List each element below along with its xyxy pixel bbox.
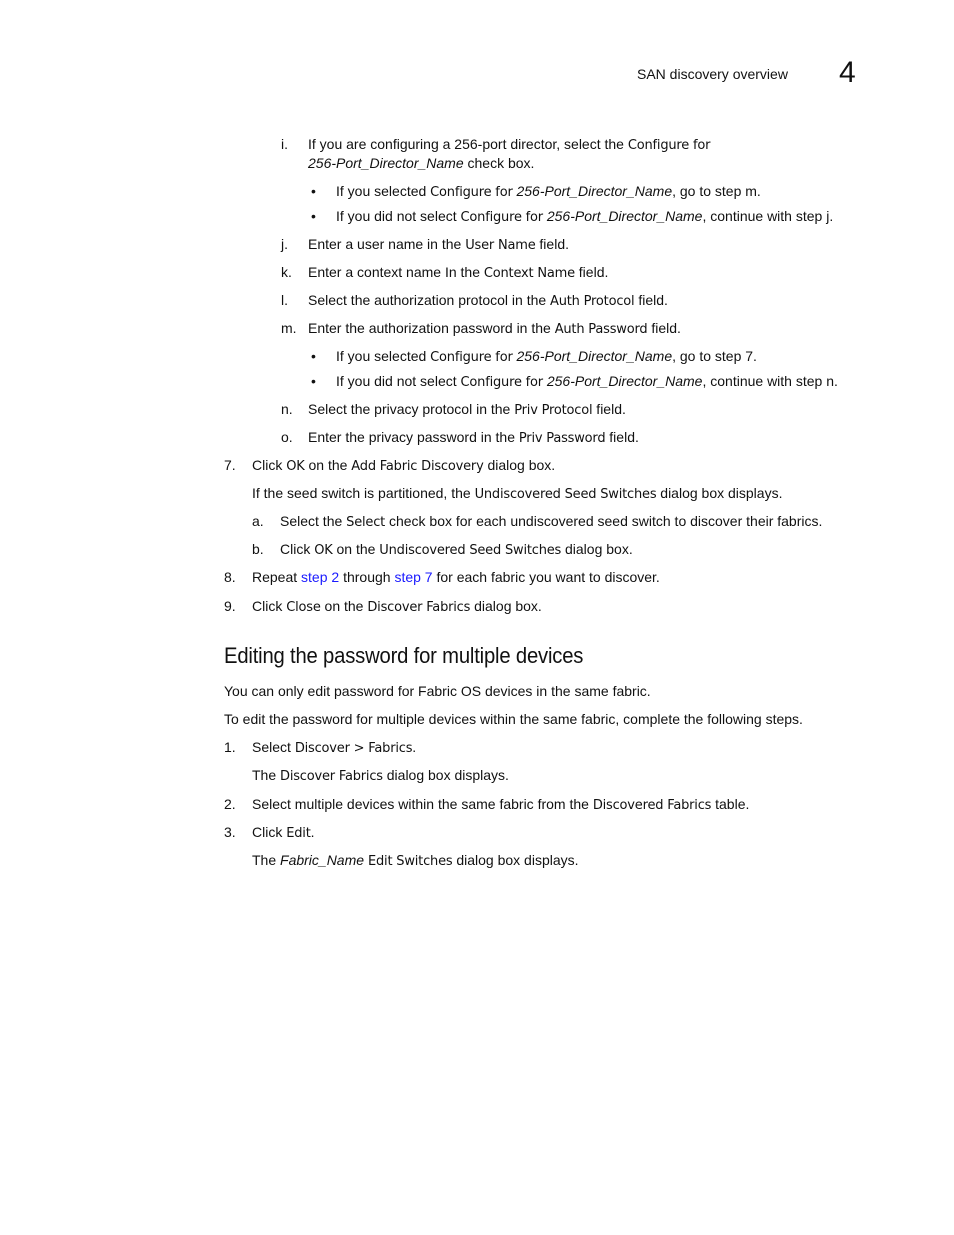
section-step-3-note: The Fabric_Name Edit Switches dialog box displays. [252, 852, 579, 869]
step-n-text: Select the privacy protocol in the Priv Protocol field. [308, 401, 626, 418]
step-marker: b. [252, 541, 264, 557]
step-i-text-cont: 256-Port_Director_Name check box. [308, 155, 535, 171]
step-9-text: Click Close on the Discover Fabrics dialog box. [252, 598, 542, 615]
section-heading: Editing the password for multiple devices [224, 643, 584, 668]
chapter-number: 4 [839, 56, 856, 89]
step-marker: j. [281, 236, 288, 252]
section-step-1-note: The Discover Fabrics dialog box displays. [252, 767, 509, 784]
bullet-icon: • [311, 183, 316, 199]
step-i-text: If you are configuring a 256-port director, select the Configure for [308, 136, 711, 153]
bullet-icon: • [311, 373, 316, 389]
section-step-1-text: Select Discover > Fabrics. [252, 739, 417, 756]
bullet-icon: • [311, 208, 316, 224]
section-step-3-text: Click Edit. [252, 824, 315, 841]
section-step-2-text: Select multiple devices within the same fabric from the Discovered Fabrics table. [252, 796, 750, 813]
step-marker: a. [252, 513, 264, 529]
step-marker: l. [281, 292, 288, 308]
step-7b-text: Click OK on the Undiscovered Seed Switches dialog box. [280, 541, 633, 558]
step-m-text: Enter the authorization password in the Auth Password field. [308, 320, 681, 337]
step-marker: m. [281, 320, 297, 336]
step-marker: n. [281, 401, 293, 417]
step-8-text: Repeat step 2 through step 7 for each fabric you want to discover. [252, 569, 660, 585]
step-marker: i. [281, 136, 288, 152]
step-m-bullet-2: If you did not select Configure for 256-Port_Director_Name, continue with step n. [336, 373, 838, 390]
step-marker: k. [281, 264, 292, 280]
step-7a-text: Select the Select check box for each undiscovered seed switch to discover their fabrics. [280, 513, 823, 530]
step-marker: 2. [224, 796, 236, 812]
bullet-icon: • [311, 348, 316, 364]
step-marker: 9. [224, 598, 236, 614]
step-7-text: Click OK on the Add Fabric Discovery dialog box. [252, 457, 556, 474]
step-k-text: Enter a context name In the Context Name field. [308, 264, 609, 281]
step-marker: 1. [224, 739, 236, 755]
step-j-text: Enter a user name in the User Name field. [308, 236, 569, 253]
step-2-link[interactable]: step 2 [301, 569, 340, 585]
step-marker: 8. [224, 569, 236, 585]
step-l-text: Select the authorization protocol in the Auth Protocol field. [308, 292, 668, 309]
step-o-text: Enter the privacy password in the Priv Password field. [308, 429, 639, 446]
section-paragraph-1: You can only edit password for Fabric OS devices in the same fabric. [224, 683, 651, 699]
step-marker: 7. [224, 457, 236, 473]
section-paragraph-2: To edit the password for multiple devices within the same fabric, complete the following steps. [224, 711, 803, 727]
step-7-link[interactable]: step 7 [394, 569, 433, 585]
step-7-note: If the seed switch is partitioned, the Undiscovered Seed Switches dialog box displays. [252, 485, 783, 502]
step-i-bullet-1: If you selected Configure for 256-Port_Director_Name, go to step m. [336, 183, 761, 200]
step-i-bullet-2: If you did not select Configure for 256-Port_Director_Name, continue with step j. [336, 208, 834, 225]
running-header-title: SAN discovery overview [637, 66, 788, 82]
step-marker: 3. [224, 824, 236, 840]
step-marker: o. [281, 429, 293, 445]
step-m-bullet-1: If you selected Configure for 256-Port_Director_Name, go to step 7. [336, 348, 757, 365]
